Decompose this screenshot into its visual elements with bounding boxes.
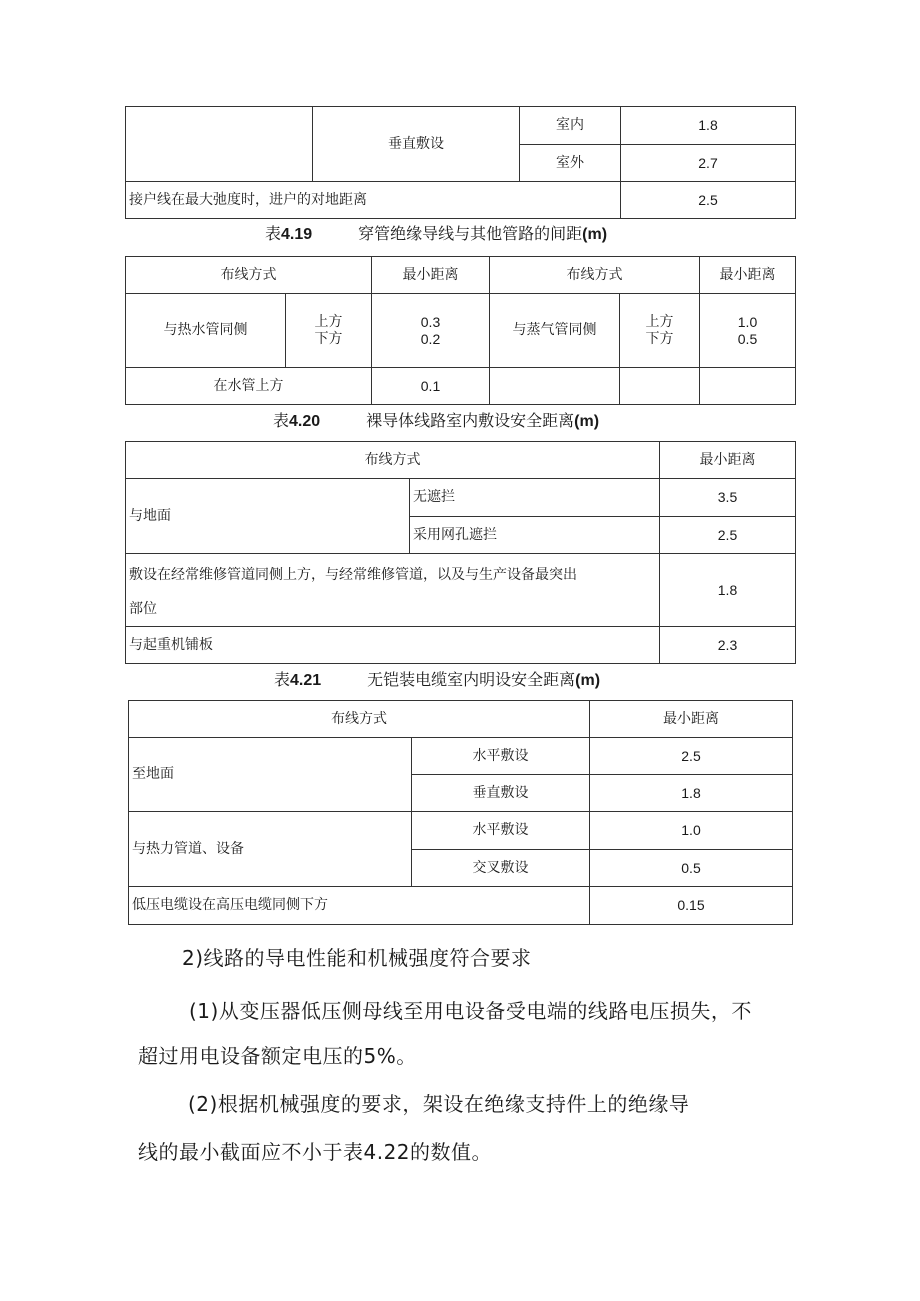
hot-water-down: 下方 bbox=[314, 330, 343, 347]
steam-label: 与蒸气管同侧 bbox=[490, 294, 620, 368]
hot-water-up-value: 0.3 bbox=[420, 313, 441, 330]
steam-down: 下方 bbox=[645, 330, 674, 347]
heat-cross-value: 0.5 bbox=[590, 850, 793, 887]
steam-up-value: 1.0 bbox=[737, 313, 758, 330]
header-method-2: 布线方式 bbox=[490, 257, 700, 294]
ground-vertical-label: 垂直敷设 bbox=[412, 775, 590, 812]
value-outdoor: 2.7 bbox=[621, 145, 796, 182]
low-voltage-label: 低压电缆设在高压电缆同侧下方 bbox=[129, 887, 590, 925]
sub-indoor: 室内 bbox=[520, 107, 621, 145]
table-420 bbox=[125, 441, 796, 664]
heat-cross-label: 交叉敷设 bbox=[412, 850, 590, 887]
above-water-label: 在水管上方 bbox=[126, 368, 372, 405]
above-water-value: 0.1 bbox=[372, 368, 490, 405]
ground-vertical-value: 1.8 bbox=[590, 775, 793, 812]
ground-label: 与地面 bbox=[126, 479, 410, 554]
table-top-continuation bbox=[125, 106, 796, 219]
to-ground-label: 至地面 bbox=[129, 738, 412, 812]
heat-pipe-label: 与热力管道、设备 bbox=[129, 812, 412, 887]
mesh-barrier-value: 2.5 bbox=[660, 517, 796, 554]
paragraph-1-line-2: 超过用电设备额定电压的5%。 bbox=[138, 1044, 417, 1068]
service-drop-value: 2.5 bbox=[621, 182, 796, 219]
hot-water-label: 与热水管同侧 bbox=[126, 294, 286, 368]
hot-water-down-value: 0.2 bbox=[420, 330, 441, 347]
steam-down-value: 0.5 bbox=[737, 330, 758, 347]
paragraph-heading: 2)线路的导电性能和机械强度符合要求 bbox=[182, 946, 532, 970]
table-421 bbox=[128, 700, 793, 925]
empty-cell bbox=[490, 368, 620, 405]
steam-up: 上方 bbox=[645, 313, 674, 330]
header-min-distance-2: 最小距离 bbox=[700, 257, 796, 294]
table-419-caption: 表4.19 穿管绝缘导线与其他管路的间距(m) bbox=[265, 224, 608, 243]
crane-value: 2.3 bbox=[660, 627, 796, 664]
header-method: 布线方式 bbox=[129, 701, 590, 738]
header-min-distance: 最小距离 bbox=[660, 442, 796, 479]
value-indoor: 1.8 bbox=[621, 107, 796, 145]
paragraph-2-line-1: (2)根据机械强度的要求，架设在绝缘支持件上的绝缘导 bbox=[188, 1092, 690, 1116]
hot-water-up: 上方 bbox=[314, 313, 343, 330]
service-drop-label: 接户线在最大弛度时，进户的对地距离 bbox=[126, 182, 621, 219]
empty-cell bbox=[126, 107, 313, 182]
mesh-barrier-label: 采用网孔遮拦 bbox=[410, 517, 660, 554]
table-419 bbox=[125, 256, 796, 405]
table-421-caption: 表4.21 无铠装电缆室内明设安全距离(m) bbox=[274, 670, 601, 689]
empty-cell bbox=[620, 368, 700, 405]
crane-label: 与起重机铺板 bbox=[126, 627, 660, 664]
maintenance-label: 敷设在经常维修管道同侧上方，与经常维修管道，以及与生产设备最突出 部位 bbox=[126, 554, 660, 627]
method-vertical: 垂直敷设 bbox=[313, 107, 520, 182]
header-min-distance: 最小距离 bbox=[590, 701, 793, 738]
maintenance-value: 1.8 bbox=[660, 554, 796, 627]
sub-outdoor: 室外 bbox=[520, 145, 621, 182]
paragraph-1-line-1: (1)从变压器低压侧母线至用电设备受电端的线路电压损失，不 bbox=[189, 999, 752, 1023]
paragraph-2-line-2: 线的最小截面应不小于表4.22的数值。 bbox=[138, 1140, 493, 1164]
heat-horizontal-label: 水平敷设 bbox=[412, 812, 590, 850]
empty-cell bbox=[700, 368, 796, 405]
table-420-caption: 表4.20 裸导体线路室内敷设安全距离(m) bbox=[273, 411, 600, 430]
ground-horizontal-label: 水平敷设 bbox=[412, 738, 590, 775]
header-min-distance-1: 最小距离 bbox=[372, 257, 490, 294]
no-barrier-label: 无遮拦 bbox=[410, 479, 660, 517]
low-voltage-value: 0.15 bbox=[590, 887, 793, 925]
ground-horizontal-value: 2.5 bbox=[590, 738, 793, 775]
no-barrier-value: 3.5 bbox=[660, 479, 796, 517]
heat-horizontal-value: 1.0 bbox=[590, 812, 793, 850]
header-method-1: 布线方式 bbox=[126, 257, 372, 294]
header-method: 布线方式 bbox=[126, 442, 660, 479]
